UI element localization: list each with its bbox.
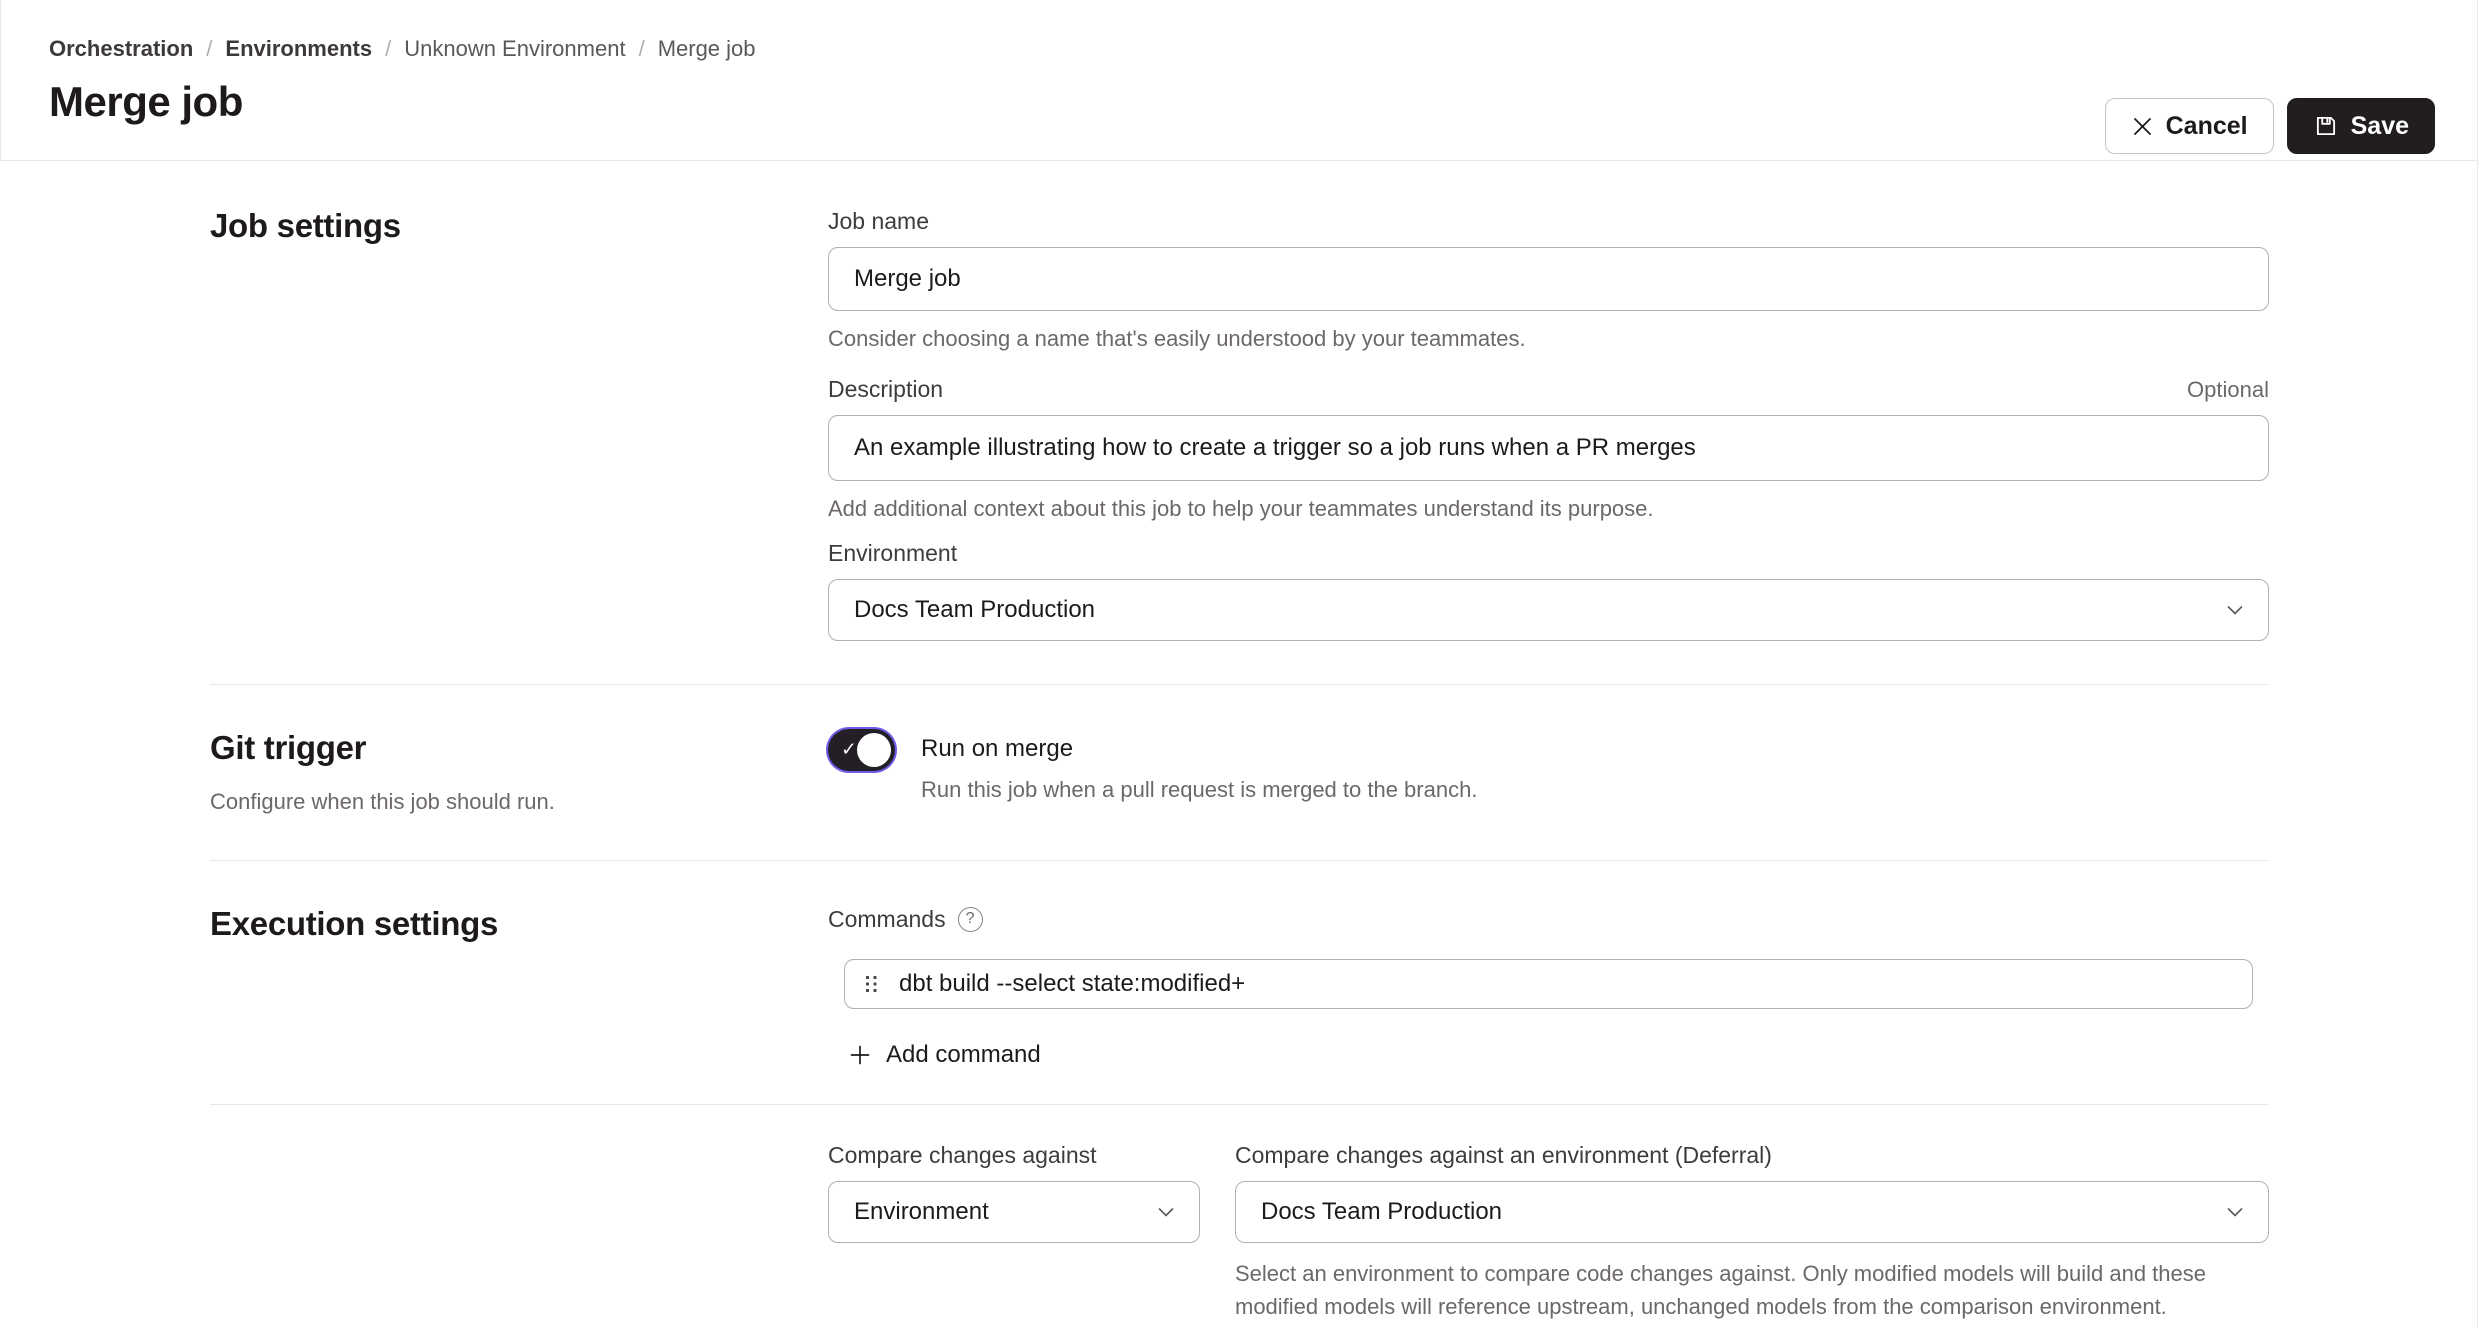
close-icon (2131, 115, 2154, 138)
description-label: Description (828, 376, 944, 402)
breadcrumb-merge-job: Merge job (657, 36, 756, 61)
cancel-button[interactable] (2105, 98, 2274, 154)
breadcrumb-environments[interactable]: Environments (225, 36, 373, 61)
chevron-down-icon (1158, 1208, 1174, 1217)
description-helper: Add additional context about this job to help your teammates understand its purpose. (828, 496, 1654, 521)
section-compare-settings (210, 1105, 2269, 1341)
description-input[interactable] (828, 415, 2269, 481)
help-icon[interactable]: ? (958, 907, 983, 932)
drag-handle-icon[interactable] (864, 973, 879, 995)
run-on-merge-description: Run this job when a pull request is merged to the branch. (921, 777, 1478, 802)
page-title: Merge job (49, 78, 243, 125)
breadcrumb-orchestration[interactable]: Orchestration (49, 36, 194, 61)
job-name-helper: Consider choosing a name that's easily understood by your teammates. (828, 326, 1526, 351)
git-trigger-heading: Git trigger (210, 729, 367, 766)
breadcrumb-unknown-environment[interactable]: Unknown Environment (404, 36, 626, 61)
compare-against-select[interactable] (828, 1181, 1200, 1243)
environment-select-value: Docs Team Production (854, 596, 1096, 623)
page-header (0, 0, 2477, 161)
run-on-merge-toggle[interactable] (828, 729, 895, 771)
environment-select[interactable] (828, 579, 2269, 641)
deferral-environment-label: Compare changes against an environment (Deferral) (1235, 1142, 1772, 1168)
check-icon: ✓ (841, 739, 857, 761)
git-trigger-subheading: Configure when this job should run. (210, 789, 555, 814)
deferral-environment-select[interactable] (1235, 1181, 2269, 1243)
cancel-button-label: Cancel (2165, 111, 2248, 140)
header-actions (2105, 98, 2435, 154)
job-settings-form (0, 161, 2477, 1341)
deferral-environment-helper: Select an environment to compare code changes against. Only modified models will build and these modified models will reference upstream, unchanged models from the comparison environment. (1235, 1261, 2206, 1319)
job-settings-heading: Job settings (210, 207, 401, 244)
description-optional-badge: Optional (2187, 377, 2269, 402)
save-button-label: Save (2350, 111, 2409, 140)
breadcrumb-separator: / (385, 36, 392, 61)
breadcrumb (49, 36, 2435, 62)
environment-label: Environment (828, 540, 958, 566)
breadcrumb-separator: / (638, 36, 645, 61)
compare-against-label: Compare changes against (828, 1142, 1097, 1168)
breadcrumb-separator: / (206, 36, 213, 61)
plus-icon (849, 1044, 871, 1066)
command-row (844, 959, 2253, 1009)
section-job-settings (210, 161, 2269, 684)
job-name-input[interactable] (828, 247, 2269, 311)
chevron-down-icon (2227, 606, 2243, 615)
save-button[interactable] (2287, 98, 2435, 154)
add-command-button[interactable] (849, 1041, 1041, 1069)
save-icon (2313, 113, 2339, 139)
add-command-label: Add command (886, 1041, 1041, 1068)
section-execution-settings (210, 861, 2269, 1104)
compare-against-select-value: Environment (854, 1198, 989, 1225)
execution-settings-heading: Execution settings (210, 905, 498, 942)
commands-label: Commands (828, 906, 946, 932)
deferral-environment-select-value: Docs Team Production (1261, 1198, 1503, 1225)
section-git-trigger (210, 685, 2269, 860)
run-on-merge-label: Run on merge (921, 735, 1074, 762)
command-text[interactable]: dbt build --select state:modified+ (899, 970, 1246, 997)
job-name-label: Job name (828, 208, 930, 234)
toggle-knob (857, 733, 891, 767)
chevron-down-icon (2227, 1208, 2243, 1217)
